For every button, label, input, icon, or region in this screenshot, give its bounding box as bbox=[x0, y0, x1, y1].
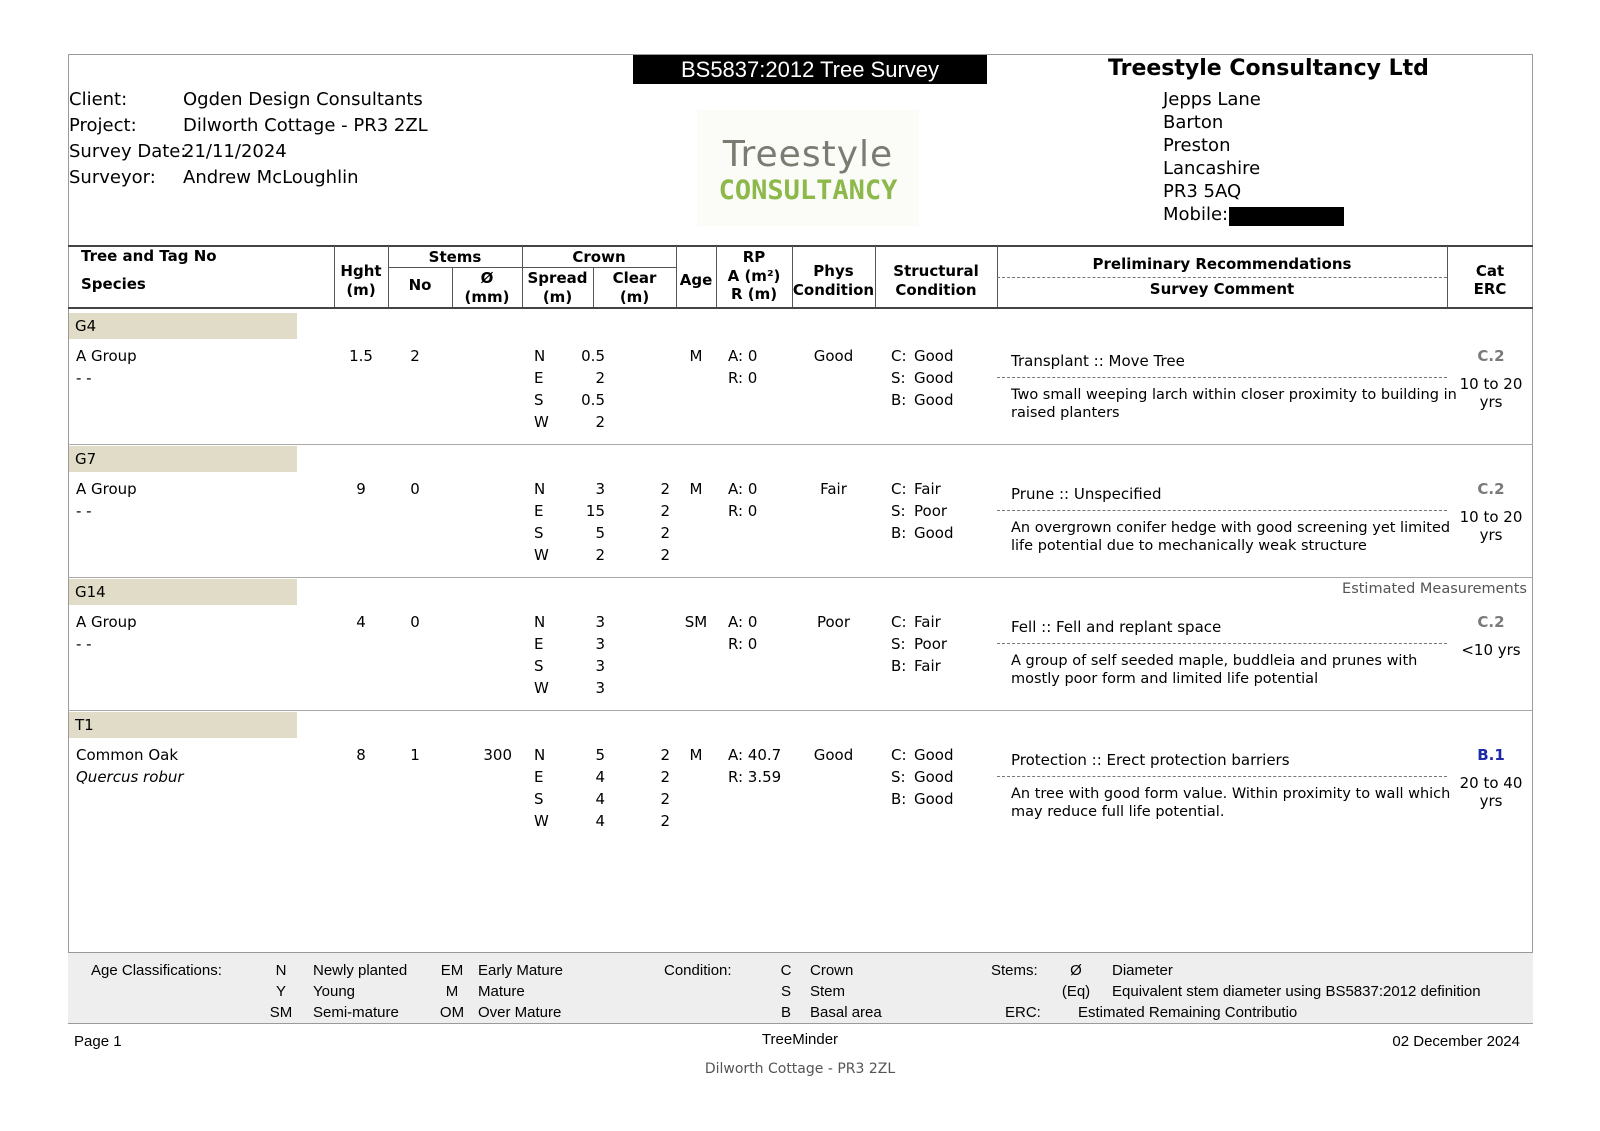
preliminary-recommendation: Transplant :: Move Tree bbox=[1011, 352, 1185, 370]
stems-number: 0 bbox=[410, 480, 420, 498]
document-title: BS5837:2012 Tree Survey bbox=[633, 55, 987, 84]
row-separator bbox=[68, 444, 1533, 445]
crown-clear: 2 bbox=[660, 524, 670, 542]
header-survey-comment: Survey Comment bbox=[1149, 280, 1295, 298]
survey-comment: A group of self seeded maple, buddleia and prunes with bbox=[1011, 653, 1418, 669]
header-stems-no: No bbox=[408, 276, 432, 294]
legend-age-code: N bbox=[275, 962, 287, 979]
crown-spread: 5 bbox=[595, 524, 605, 542]
legend-age-code: EM bbox=[440, 962, 464, 979]
crown-clear: 2 bbox=[660, 502, 670, 520]
recommendation-divider bbox=[997, 277, 1447, 278]
header-rp-area: A (m²) bbox=[727, 267, 781, 285]
stems-subheader-line bbox=[388, 267, 522, 268]
header-clear: Clear bbox=[612, 269, 657, 287]
erc-value: yrs bbox=[1479, 393, 1503, 411]
crown-direction: E bbox=[534, 502, 544, 520]
crown-direction: W bbox=[534, 413, 549, 431]
project-label: Project: bbox=[69, 115, 137, 136]
row-separator bbox=[68, 710, 1533, 711]
rp-radius: R: 0 bbox=[728, 369, 758, 387]
crown-direction: N bbox=[534, 746, 546, 764]
header-erc: ERC bbox=[1473, 280, 1507, 298]
header-rp-radius: R (m) bbox=[730, 285, 778, 303]
legend-age-label: Over Mature bbox=[478, 1004, 562, 1021]
age-class: M bbox=[689, 347, 703, 365]
tree-name: A Group bbox=[76, 480, 137, 498]
tree-tag: T1 bbox=[69, 712, 297, 738]
stems-number: 2 bbox=[410, 347, 420, 365]
crown-clear: 2 bbox=[660, 480, 670, 498]
crown-spread: 0.5 bbox=[581, 391, 605, 409]
structural-key: B: bbox=[891, 391, 907, 409]
rp-area: A: 0 bbox=[728, 480, 758, 498]
crown-direction: W bbox=[534, 546, 549, 564]
legend-stems-title: Stems: bbox=[991, 962, 1038, 979]
tree-height: 4 bbox=[356, 613, 366, 631]
erc-value: 10 to 20 bbox=[1459, 375, 1523, 393]
erc-value: yrs bbox=[1479, 792, 1503, 810]
crown-direction: N bbox=[534, 613, 546, 631]
header-spread-unit: (m) bbox=[542, 288, 573, 306]
crown-direction: W bbox=[534, 812, 549, 830]
erc-value: 20 to 40 bbox=[1459, 774, 1523, 792]
tree-tag: G7 bbox=[69, 446, 297, 472]
crown-spread: 3 bbox=[595, 480, 605, 498]
physical-condition: Poor bbox=[816, 613, 851, 631]
crown-spread: 3 bbox=[595, 679, 605, 697]
footer-date: 02 December 2024 bbox=[1392, 1033, 1520, 1050]
legend-stems-label: Diameter bbox=[1112, 962, 1173, 979]
legend-condition-code: C bbox=[780, 962, 792, 979]
category-grade: C.2 bbox=[1477, 613, 1505, 631]
legend-condition-code: B bbox=[780, 1004, 791, 1021]
crown-spread: 3 bbox=[595, 657, 605, 675]
tree-name: A Group bbox=[76, 613, 137, 631]
crown-spread: 3 bbox=[595, 613, 605, 631]
tree-name: A Group bbox=[76, 347, 137, 365]
legend-stems-label: Equivalent stem diameter using BS5837:2012 definition bbox=[1112, 983, 1481, 1000]
header-stems-diameter: Ø bbox=[480, 269, 494, 287]
survey-comment: An tree with good form value. Within proximity to wall which bbox=[1011, 786, 1451, 802]
header-rp: RP bbox=[742, 248, 766, 266]
tree-tag: G4 bbox=[69, 313, 297, 339]
header-phys: Phys bbox=[813, 262, 854, 280]
legend-age-label: Young bbox=[313, 983, 355, 1000]
tree-species: Quercus robur bbox=[76, 768, 184, 786]
table-header-top-border bbox=[68, 245, 1533, 247]
surveyor-label: Surveyor: bbox=[69, 167, 156, 188]
structural-value: Good bbox=[914, 746, 954, 764]
rp-area: A: 0 bbox=[728, 613, 758, 631]
erc-value: 10 to 20 bbox=[1459, 508, 1523, 526]
crown-spread: 5 bbox=[595, 746, 605, 764]
crown-direction: E bbox=[534, 768, 544, 786]
header-preliminary-recommendations: Preliminary Recommendations bbox=[1092, 255, 1352, 273]
legend-condition-code: S bbox=[780, 983, 791, 1000]
crown-direction: E bbox=[534, 369, 544, 387]
crown-clear: 2 bbox=[660, 768, 670, 786]
structural-value: Poor bbox=[914, 635, 948, 653]
crown-spread: 4 bbox=[595, 790, 605, 808]
crown-direction: W bbox=[534, 679, 549, 697]
recommendation-divider bbox=[997, 377, 1447, 378]
structural-value: Good bbox=[914, 790, 954, 808]
address-line: PR3 5AQ bbox=[1163, 181, 1242, 202]
structural-key: S: bbox=[891, 768, 906, 786]
crown-direction: S bbox=[534, 391, 544, 409]
rp-area: A: 40.7 bbox=[728, 746, 782, 764]
physical-condition: Good bbox=[813, 746, 854, 764]
age-class: M bbox=[689, 746, 703, 764]
redacted-mobile-number bbox=[1229, 207, 1344, 226]
page-number: Page 1 bbox=[74, 1033, 122, 1050]
crown-direction: S bbox=[534, 524, 544, 542]
structural-value: Good bbox=[914, 524, 954, 542]
header-stems: Stems bbox=[428, 248, 482, 266]
legend-age-label: Early Mature bbox=[478, 962, 564, 979]
crown-spread: 2 bbox=[595, 369, 605, 387]
mobile-label: Mobile: bbox=[1163, 204, 1229, 225]
logo-wordmark: Treestyle bbox=[722, 134, 894, 175]
category-grade: B.1 bbox=[1477, 746, 1505, 764]
address-line: Barton bbox=[1163, 112, 1224, 133]
estimated-measurements-note: Estimated Measurements bbox=[1342, 581, 1527, 597]
logo-subtitle: CONSULTANCY bbox=[718, 175, 898, 206]
survey-comment: life potential due to mechanically weak structure bbox=[1011, 538, 1367, 554]
survey-comment: An overgrown conifer hedge with good screening yet limited bbox=[1011, 520, 1451, 536]
structural-key: B: bbox=[891, 524, 907, 542]
structural-key: C: bbox=[891, 746, 907, 764]
tree-height: 1.5 bbox=[349, 347, 373, 365]
client-label: Client: bbox=[69, 89, 128, 110]
structural-value: Good bbox=[914, 391, 954, 409]
crown-clear: 2 bbox=[660, 812, 670, 830]
legend-age-title: Age Classifications: bbox=[91, 962, 222, 979]
crown-direction: S bbox=[534, 657, 544, 675]
crown-clear: 2 bbox=[660, 790, 670, 808]
structural-value: Good bbox=[914, 347, 954, 365]
preliminary-recommendation: Prune :: Unspecified bbox=[1011, 485, 1162, 503]
tree-tag: G14 bbox=[69, 579, 297, 605]
company-name: Treestyle Consultancy Ltd bbox=[1108, 56, 1429, 81]
header-cat: Cat bbox=[1475, 262, 1505, 280]
legend-age-code: Y bbox=[275, 983, 286, 1000]
survey-date-label: Survey Date: bbox=[69, 141, 187, 162]
structural-key: B: bbox=[891, 657, 907, 675]
crown-spread: 2 bbox=[595, 413, 605, 431]
category-grade: C.2 bbox=[1477, 480, 1505, 498]
legend-erc-title: ERC: bbox=[1005, 1004, 1041, 1021]
crown-spread: 0.5 bbox=[581, 347, 605, 365]
rp-radius: R: 3.59 bbox=[728, 768, 782, 786]
footer-app-name: TreeMinder bbox=[761, 1031, 839, 1048]
structural-value: Fair bbox=[914, 480, 941, 498]
legend-age-code: OM bbox=[439, 1004, 465, 1021]
legend-stems-code: (Eq) bbox=[1061, 983, 1091, 1000]
crown-direction: N bbox=[534, 480, 546, 498]
structural-value: Poor bbox=[914, 502, 948, 520]
structural-key: S: bbox=[891, 369, 906, 387]
crown-spread: 2 bbox=[595, 546, 605, 564]
legend-condition-label: Crown bbox=[810, 962, 854, 979]
survey-comment: Two small weeping larch within closer proximity to building in bbox=[1011, 387, 1457, 403]
header-structural: Structural bbox=[893, 262, 979, 280]
survey-comment: may reduce full life potential. bbox=[1011, 804, 1225, 820]
project-value: Dilworth Cottage - PR3 2ZL bbox=[183, 115, 428, 136]
recommendation-divider bbox=[997, 643, 1447, 644]
structural-key: S: bbox=[891, 635, 906, 653]
tree-species: - - bbox=[76, 502, 92, 520]
company-logo bbox=[697, 110, 919, 226]
rp-radius: R: 0 bbox=[728, 635, 758, 653]
header-crown: Crown bbox=[572, 248, 626, 266]
crown-spread: 4 bbox=[595, 768, 605, 786]
survey-comment: raised planters bbox=[1011, 405, 1120, 421]
physical-condition: Fair bbox=[820, 480, 847, 498]
legend-condition-title: Condition: bbox=[664, 962, 732, 979]
legend-age-label: Semi-mature bbox=[313, 1004, 399, 1021]
header-hght-unit: (m) bbox=[346, 281, 376, 299]
crown-direction: S bbox=[534, 790, 544, 808]
tree-height: 9 bbox=[356, 480, 366, 498]
erc-value: yrs bbox=[1479, 526, 1503, 544]
table-header-bottom-border bbox=[68, 307, 1533, 309]
erc-value: <10 yrs bbox=[1461, 641, 1521, 659]
structural-key: S: bbox=[891, 502, 906, 520]
age-class: M bbox=[689, 480, 703, 498]
structural-key: C: bbox=[891, 347, 907, 365]
preliminary-recommendation: Protection :: Erect protection barriers bbox=[1011, 751, 1290, 769]
structural-key: C: bbox=[891, 613, 907, 631]
legend-condition-label: Stem bbox=[810, 983, 846, 1000]
structural-value: Good bbox=[914, 369, 954, 387]
header-clear-unit: (m) bbox=[619, 288, 650, 306]
header-stems-diameter-unit: (mm) bbox=[464, 288, 510, 306]
crown-clear: 2 bbox=[660, 546, 670, 564]
preliminary-recommendation: Fell :: Fell and replant space bbox=[1011, 618, 1222, 636]
survey-date-value: 21/11/2024 bbox=[183, 141, 287, 162]
stems-diameter: 300 bbox=[483, 746, 512, 764]
crown-clear: 2 bbox=[660, 746, 670, 764]
structural-value: Fair bbox=[914, 613, 941, 631]
header-age: Age bbox=[679, 271, 713, 289]
surveyor-value: Andrew McLoughlin bbox=[183, 167, 359, 188]
rp-radius: R: 0 bbox=[728, 502, 758, 520]
crown-direction: E bbox=[534, 635, 544, 653]
tree-species: - - bbox=[76, 635, 92, 653]
structural-value: Good bbox=[914, 768, 954, 786]
structural-key: C: bbox=[891, 480, 907, 498]
header-phys-condition: Condition bbox=[792, 281, 875, 299]
row-separator bbox=[68, 577, 1533, 578]
structural-key: B: bbox=[891, 790, 907, 808]
rp-area: A: 0 bbox=[728, 347, 758, 365]
structural-value: Fair bbox=[914, 657, 941, 675]
tree-name: Common Oak bbox=[76, 746, 179, 764]
crown-subheader-line bbox=[522, 267, 676, 268]
header-species: Species bbox=[81, 275, 146, 293]
header-spread: Spread bbox=[527, 269, 588, 287]
age-class: SM bbox=[684, 613, 708, 631]
stems-number: 1 bbox=[410, 746, 420, 764]
physical-condition: Good bbox=[813, 347, 854, 365]
legend-stems-code: Ø bbox=[1070, 962, 1082, 979]
recommendation-divider bbox=[997, 776, 1447, 777]
legend-age-code: M bbox=[445, 983, 459, 1000]
legend-panel bbox=[68, 952, 1533, 1023]
address-line: Preston bbox=[1163, 135, 1231, 156]
address-line: Jepps Lane bbox=[1163, 89, 1261, 110]
tree-height: 8 bbox=[356, 746, 366, 764]
recommendation-divider bbox=[997, 510, 1447, 511]
legend-age-label: Mature bbox=[478, 983, 525, 1000]
tree-species: - - bbox=[76, 369, 92, 387]
legend-age-code: SM bbox=[269, 1004, 293, 1021]
footer-project: Dilworth Cottage - PR3 2ZL bbox=[704, 1061, 896, 1077]
address-line: Lancashire bbox=[1163, 158, 1261, 179]
header-structural-condition: Condition bbox=[895, 281, 977, 299]
crown-spread: 15 bbox=[585, 502, 605, 520]
header-tree-tag: Tree and Tag No bbox=[81, 247, 217, 265]
stems-number: 0 bbox=[410, 613, 420, 631]
crown-spread: 3 bbox=[595, 635, 605, 653]
header-hght: Hght bbox=[340, 262, 382, 280]
legend-age-label: Newly planted bbox=[313, 962, 408, 979]
crown-direction: N bbox=[534, 347, 546, 365]
category-grade: C.2 bbox=[1477, 347, 1505, 365]
survey-comment: mostly poor form and limited life potential bbox=[1011, 671, 1319, 687]
crown-spread: 4 bbox=[595, 812, 605, 830]
client-value: Ogden Design Consultants bbox=[183, 89, 423, 110]
legend-erc-label: Estimated Remaining Contributio bbox=[1078, 1004, 1298, 1021]
legend-condition-label: Basal area bbox=[810, 1004, 882, 1021]
